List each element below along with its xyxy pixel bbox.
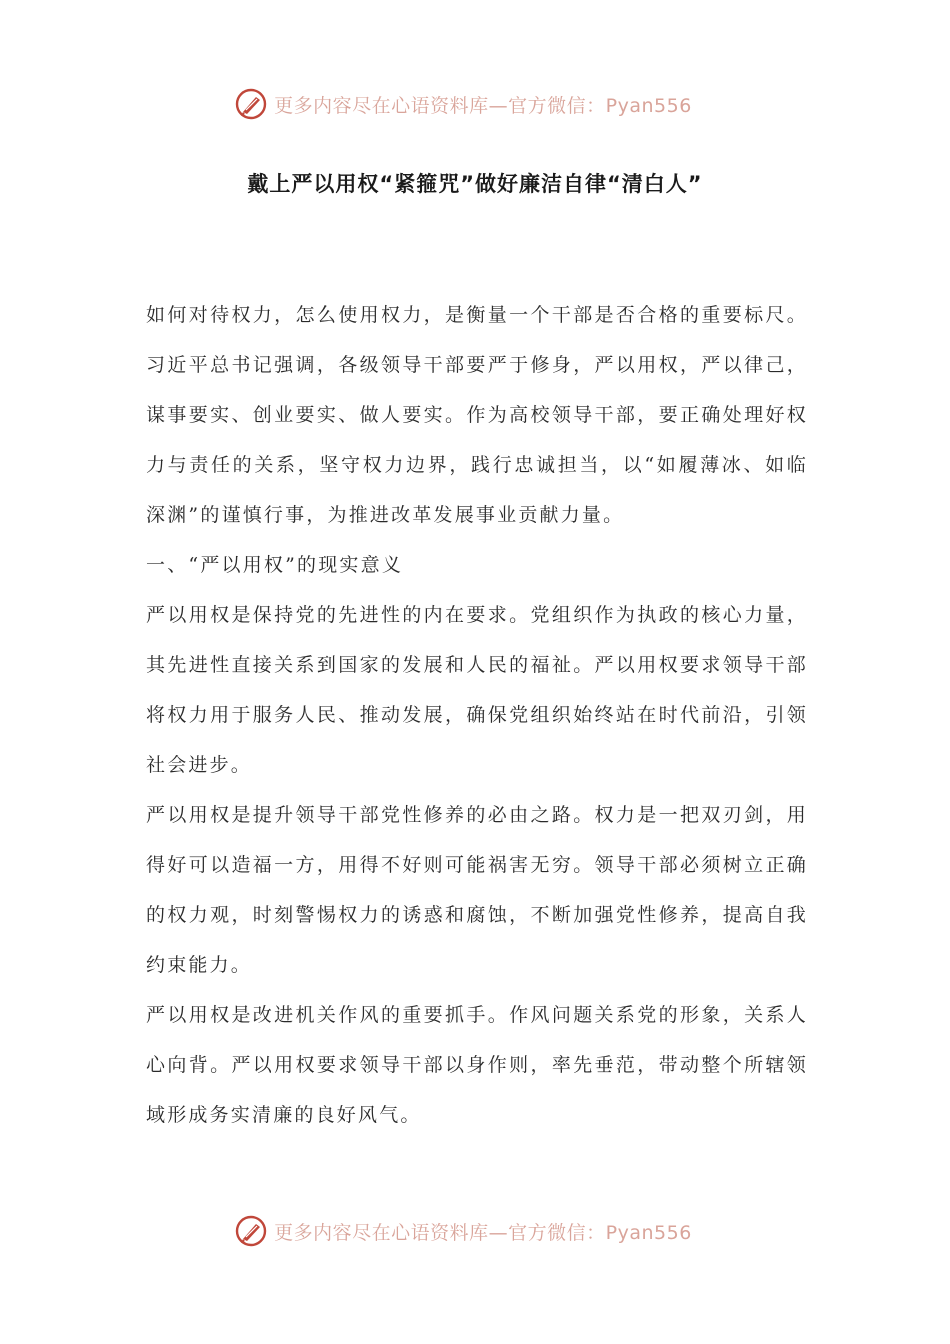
section-heading-1: 一、“严以用权”的现实意义 xyxy=(146,554,404,576)
paragraph-intro: 如何对待权力，怎么使用权力，是衡量一个干部是否合格的重要标尺。习近平总书记强调，各级领导干部要严于修身，严以用权，严以律己，谋事要实、创业要实、做人要实。作为高校领导干部，要正确处理好权力与责任的关系，坚守权力边界，践行忠诚担当，以“如履薄冰、如临深渊”的谨慎行事，为推进改革发展事业贡献力量。 xyxy=(146,304,808,526)
footer-banner xyxy=(0,1211,950,1251)
footer-banner-text: 更多内容尽在心语资料库—官方微信：Pyan556 xyxy=(274,1221,692,1244)
document-title: 戴上严以用权“紧箍咒”做好廉洁自律“清白人” xyxy=(247,172,703,196)
paragraph-party-spirit: 严以用权是提升领导干部党性修养的必由之路。权力是一把双刃剑，用得好可以造福一方，用得不好则可能祸害无穷。领导干部必须树立正确的权力观，时刻警惕权力的诱惑和腐蚀，不断加强党性修养，提高自我约束能力。 xyxy=(146,804,808,976)
document-body xyxy=(146,290,808,1140)
pen-nib-logo-icon xyxy=(234,87,268,121)
pen-nib-logo-icon xyxy=(234,1214,268,1248)
header-banner-text: 更多内容尽在心语资料库—官方微信：Pyan556 xyxy=(274,94,692,117)
header-banner xyxy=(0,84,950,124)
paragraph-advancedness: 严以用权是保持党的先进性的内在要求。党组织作为执政的核心力量，其先进性直接关系到国家的发展和人民的福祉。严以用权要求领导干部将权力用于服务人民、推动发展，确保党组织始终站在时代前沿，引领社会进步。 xyxy=(146,604,808,776)
paragraph-work-style: 严以用权是改进机关作风的重要抓手。作风问题关系党的形象，关系人心向背。严以用权要求领导干部以身作则，率先垂范，带动整个所辖领域形成务实清廉的良好风气。 xyxy=(146,1004,808,1126)
